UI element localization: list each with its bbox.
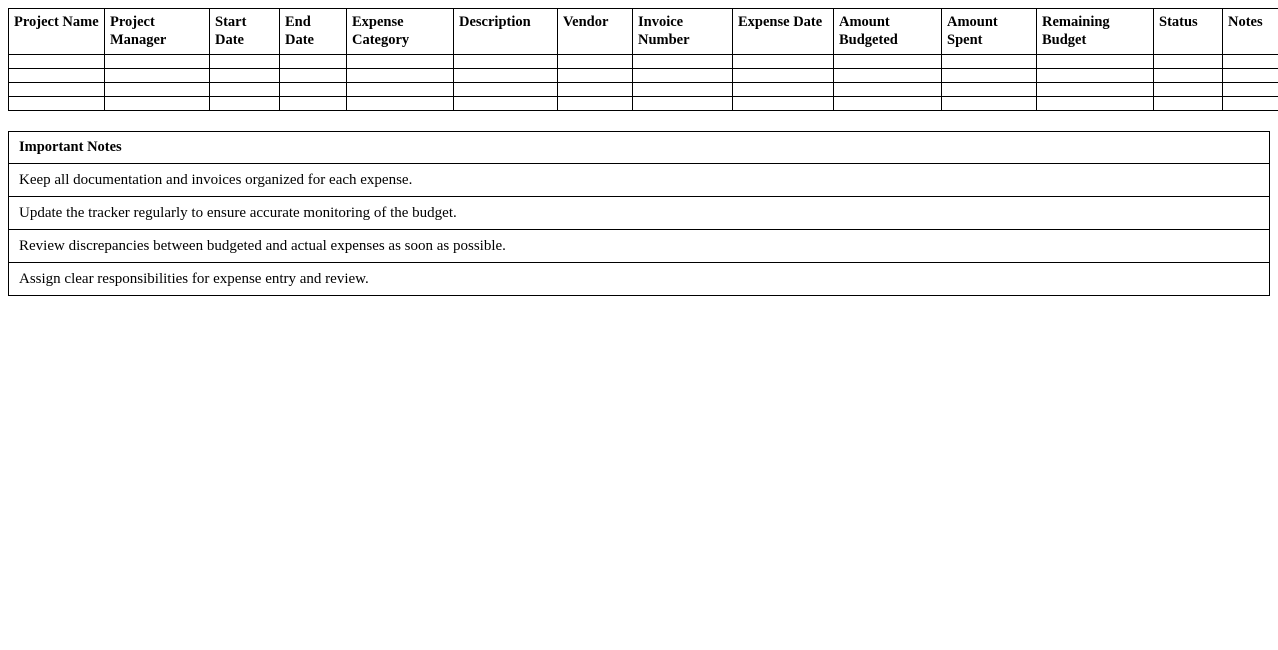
table-cell[interactable] bbox=[633, 97, 733, 111]
table-header-row bbox=[9, 9, 1278, 55]
table-cell[interactable] bbox=[210, 69, 280, 83]
table-cell[interactable] bbox=[1223, 97, 1278, 111]
table-cell[interactable] bbox=[454, 55, 558, 69]
table-cell[interactable] bbox=[9, 83, 105, 97]
table-cell[interactable] bbox=[1154, 69, 1223, 83]
column-header-vendor: Vendor bbox=[558, 9, 633, 55]
expense-tracker-table bbox=[8, 8, 1278, 111]
table-cell[interactable] bbox=[733, 97, 834, 111]
notes-row bbox=[9, 230, 1270, 263]
table-cell[interactable] bbox=[1154, 55, 1223, 69]
table-cell[interactable] bbox=[454, 69, 558, 83]
table-cell[interactable] bbox=[942, 83, 1037, 97]
table-cell[interactable] bbox=[105, 97, 210, 111]
table-cell[interactable] bbox=[105, 69, 210, 83]
table-cell[interactable] bbox=[9, 69, 105, 83]
table-cell[interactable] bbox=[280, 69, 347, 83]
notes-row bbox=[9, 164, 1270, 197]
table-cell[interactable] bbox=[9, 55, 105, 69]
table-cell[interactable] bbox=[1037, 69, 1154, 83]
table-cell[interactable] bbox=[633, 83, 733, 97]
table-cell[interactable] bbox=[347, 97, 454, 111]
table-cell[interactable] bbox=[834, 97, 942, 111]
table-cell[interactable] bbox=[1223, 55, 1278, 69]
table-cell[interactable] bbox=[454, 83, 558, 97]
table-cell[interactable] bbox=[210, 97, 280, 111]
table-cell[interactable] bbox=[942, 69, 1037, 83]
important-notes-table bbox=[8, 131, 1270, 296]
table-cell[interactable] bbox=[210, 55, 280, 69]
table-cell[interactable] bbox=[834, 83, 942, 97]
table-cell[interactable] bbox=[347, 69, 454, 83]
table-cell[interactable] bbox=[9, 97, 105, 111]
table-row bbox=[9, 69, 1278, 83]
table-cell[interactable] bbox=[942, 55, 1037, 69]
column-header-description: Description bbox=[454, 9, 558, 55]
note-item: Update the tracker regularly to ensure accurate monitoring of the budget. bbox=[9, 197, 1270, 230]
note-item: Assign clear responsibilities for expense entry and review. bbox=[9, 263, 1270, 296]
notes-row bbox=[9, 197, 1270, 230]
table-cell[interactable] bbox=[834, 55, 942, 69]
table-cell[interactable] bbox=[558, 69, 633, 83]
column-header-expense-category: Expense Category bbox=[347, 9, 454, 55]
note-item: Keep all documentation and invoices organized for each expense. bbox=[9, 164, 1270, 197]
table-row bbox=[9, 55, 1278, 69]
column-header-status: Status bbox=[1154, 9, 1223, 55]
note-item: Review discrepancies between budgeted and actual expenses as soon as possible. bbox=[9, 230, 1270, 263]
table-row bbox=[9, 83, 1278, 97]
table-cell[interactable] bbox=[280, 97, 347, 111]
important-notes-section bbox=[8, 131, 1270, 296]
column-header-invoice-number: Invoice Number bbox=[633, 9, 733, 55]
table-row bbox=[9, 97, 1278, 111]
table-cell[interactable] bbox=[105, 55, 210, 69]
notes-title: Important Notes bbox=[9, 132, 1270, 164]
table-cell[interactable] bbox=[633, 69, 733, 83]
table-cell[interactable] bbox=[834, 69, 942, 83]
table-cell[interactable] bbox=[558, 83, 633, 97]
table-cell[interactable] bbox=[733, 55, 834, 69]
table-cell[interactable] bbox=[1037, 83, 1154, 97]
column-header-remaining-budget: Remaining Budget bbox=[1037, 9, 1154, 55]
table-cell[interactable] bbox=[733, 83, 834, 97]
table-cell[interactable] bbox=[558, 97, 633, 111]
table-cell[interactable] bbox=[942, 97, 1037, 111]
table-cell[interactable] bbox=[1223, 83, 1278, 97]
table-cell[interactable] bbox=[558, 55, 633, 69]
column-header-notes: Notes bbox=[1223, 9, 1278, 55]
table-cell[interactable] bbox=[1037, 97, 1154, 111]
table-cell[interactable] bbox=[280, 55, 347, 69]
column-header-amount-budgeted: Amount Budgeted bbox=[834, 9, 942, 55]
table-cell[interactable] bbox=[347, 83, 454, 97]
table-cell[interactable] bbox=[1223, 69, 1278, 83]
table-cell[interactable] bbox=[1154, 97, 1223, 111]
column-header-project-manager: Project Manager bbox=[105, 9, 210, 55]
table-cell[interactable] bbox=[633, 55, 733, 69]
table-cell[interactable] bbox=[210, 83, 280, 97]
table-cell[interactable] bbox=[454, 97, 558, 111]
column-header-project-name: Project Name bbox=[9, 9, 105, 55]
table-cell[interactable] bbox=[1037, 55, 1154, 69]
notes-header-row bbox=[9, 132, 1270, 164]
table-cell[interactable] bbox=[733, 69, 834, 83]
column-header-expense-date: Expense Date bbox=[733, 9, 834, 55]
table-cell[interactable] bbox=[280, 83, 347, 97]
column-header-end-date: End Date bbox=[280, 9, 347, 55]
table-cell[interactable] bbox=[105, 83, 210, 97]
column-header-start-date: Start Date bbox=[210, 9, 280, 55]
column-header-amount-spent: Amount Spent bbox=[942, 9, 1037, 55]
notes-row bbox=[9, 263, 1270, 296]
table-cell[interactable] bbox=[347, 55, 454, 69]
table-cell[interactable] bbox=[1154, 83, 1223, 97]
